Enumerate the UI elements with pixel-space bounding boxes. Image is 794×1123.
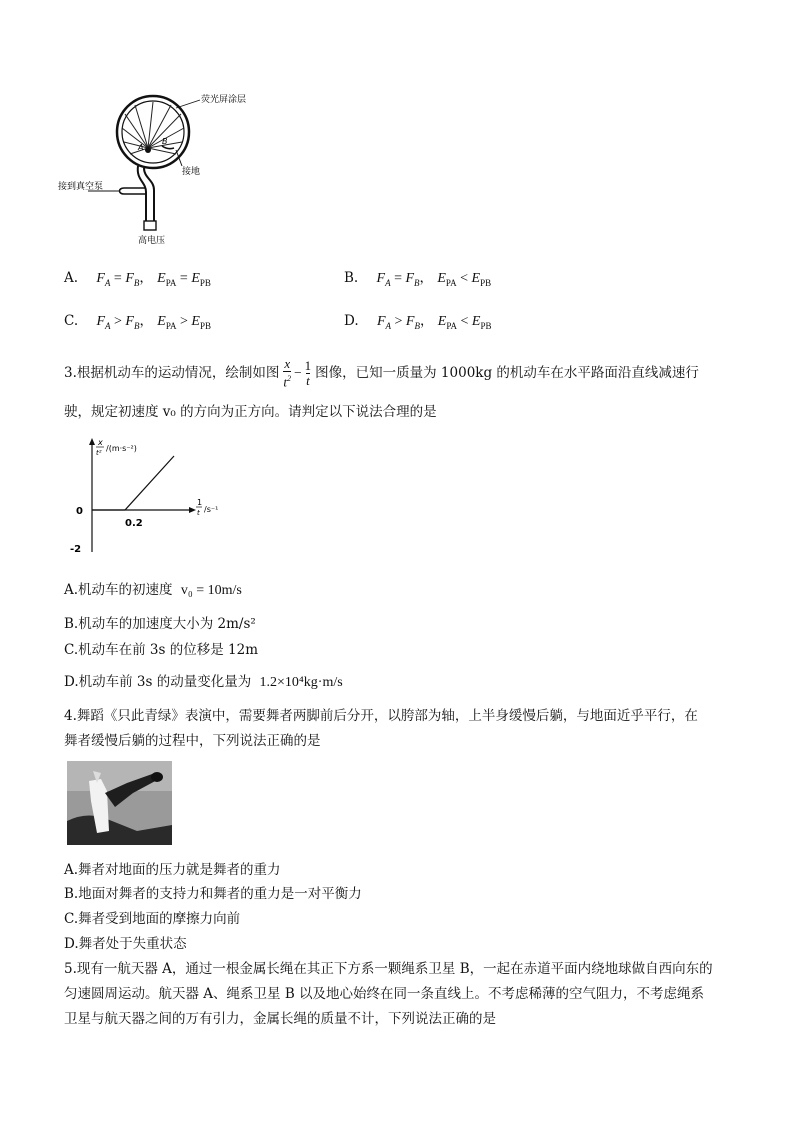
x-label-t: t	[197, 509, 200, 517]
q3-stem-text1: 3.根据机动车的运动情况，绘制如图	[64, 365, 280, 382]
q3-stem-text2: 图像，已知一质量为 1000kg 的机动车在水平路面沿直线减速行	[315, 365, 699, 382]
q4-option-c: C.舞者受到地面的摩擦力向前	[64, 911, 241, 927]
q3-option-a-math: v₀ = 10m/s	[180, 583, 242, 598]
q4-stem-line2: 舞者缓慢后躺的过程中，下列说法正确的是	[64, 733, 321, 749]
q3-stem-line2: 驶，规定初速度 v₀ 的方向为正方向。请判定以下说法合理的是	[64, 404, 437, 420]
q2-option-a: A. $F_A = F_B$， $E_{PA} = E_{PB}$	[64, 270, 211, 288]
q5-line2: 匀速圆周运动。航天器 A、绳系卫星 B 以及地心始终在同一条直线上。不考虑稀薄的空气阻力，不考虑绳系	[64, 986, 705, 1002]
q3-option-c: C.机动车在前 3s 的位移是 12m	[64, 642, 259, 658]
x-unit: /s⁻¹	[204, 505, 219, 514]
q3-fraction: x $t^2$ − $\frac{1}{t}$	[283, 356, 312, 390]
option-letter: B.	[344, 270, 359, 286]
q4-option-b: B.地面对舞者的支持力和舞者的重力是一对平衡力	[64, 886, 362, 902]
label-hv: 高电压	[138, 236, 166, 246]
y-tick-label: -2	[70, 544, 82, 555]
label-vacuum: 接到真空泵	[58, 182, 104, 192]
dancer-photo-svg	[67, 761, 172, 845]
q3-option-a-text: A.机动车的初速度	[64, 582, 173, 598]
q2-option-c: C. $F_A > F_B$， $E_{PA} > E_{PB}$	[64, 313, 211, 331]
label-ground: 接地	[182, 167, 201, 177]
y-unit: /(m·s⁻²)	[106, 444, 137, 453]
label-a: A	[138, 143, 144, 152]
q3-option-d-math: 1.2×10⁴kg·m/s	[259, 675, 343, 690]
y-label-x: x	[98, 438, 103, 447]
q4-option-a: A.舞者对地面的压力就是舞者的重力	[64, 862, 281, 878]
option-letter: A.	[64, 270, 79, 286]
crt-diagram	[58, 86, 258, 246]
q5-line1: 5.现有一航天器 A，通过一根金属长绳在其正下方系一颗绳系卫星 B，一起在赤道平面内绕地球做自西向东的	[64, 961, 713, 977]
option-letter: C.	[64, 313, 79, 329]
q5-line3: 卫星与航天器之间的万有引力，金属长绳的质量不计，下列说法正确的是	[64, 1011, 496, 1027]
q3-option-d	[64, 672, 343, 693]
q4-stem-line1: 4.舞蹈《只此青绿》表演中，需要舞者两脚前后分开，以胯部为轴，上半身缓慢后躺，与地面近乎平行，在	[64, 708, 698, 724]
q3-option-b: B.机动车的加速度大小为 2m/s²	[64, 616, 256, 632]
y-label-t2: t²	[96, 449, 102, 457]
option-letter: D.	[344, 313, 359, 329]
q3-graph	[70, 434, 230, 560]
x-tick-label: 0.2	[125, 518, 143, 529]
q3-graph-svg	[70, 434, 230, 560]
label-fluorescent: 荧光屏涂层	[201, 95, 247, 105]
q3-option-a	[64, 580, 242, 601]
label-b: B	[162, 137, 168, 146]
crt-figure	[58, 86, 258, 246]
q4-option-d: D.舞者处于失重状态	[64, 936, 187, 952]
q2-option-b: B. $F_A = F_B$， $E_{PA} < E_{PB}$	[344, 270, 492, 288]
q2-option-d: D. $F_A > F_B$， $E_{PA} < E_{PB}$	[344, 313, 492, 331]
dancer-photo	[67, 761, 172, 845]
q3-stem-line1	[64, 357, 699, 389]
origin-label: 0	[76, 506, 83, 517]
q3-option-d-text: D.机动车前 3s 的动量变化量为	[64, 674, 252, 690]
x-label-1: 1	[197, 498, 203, 507]
